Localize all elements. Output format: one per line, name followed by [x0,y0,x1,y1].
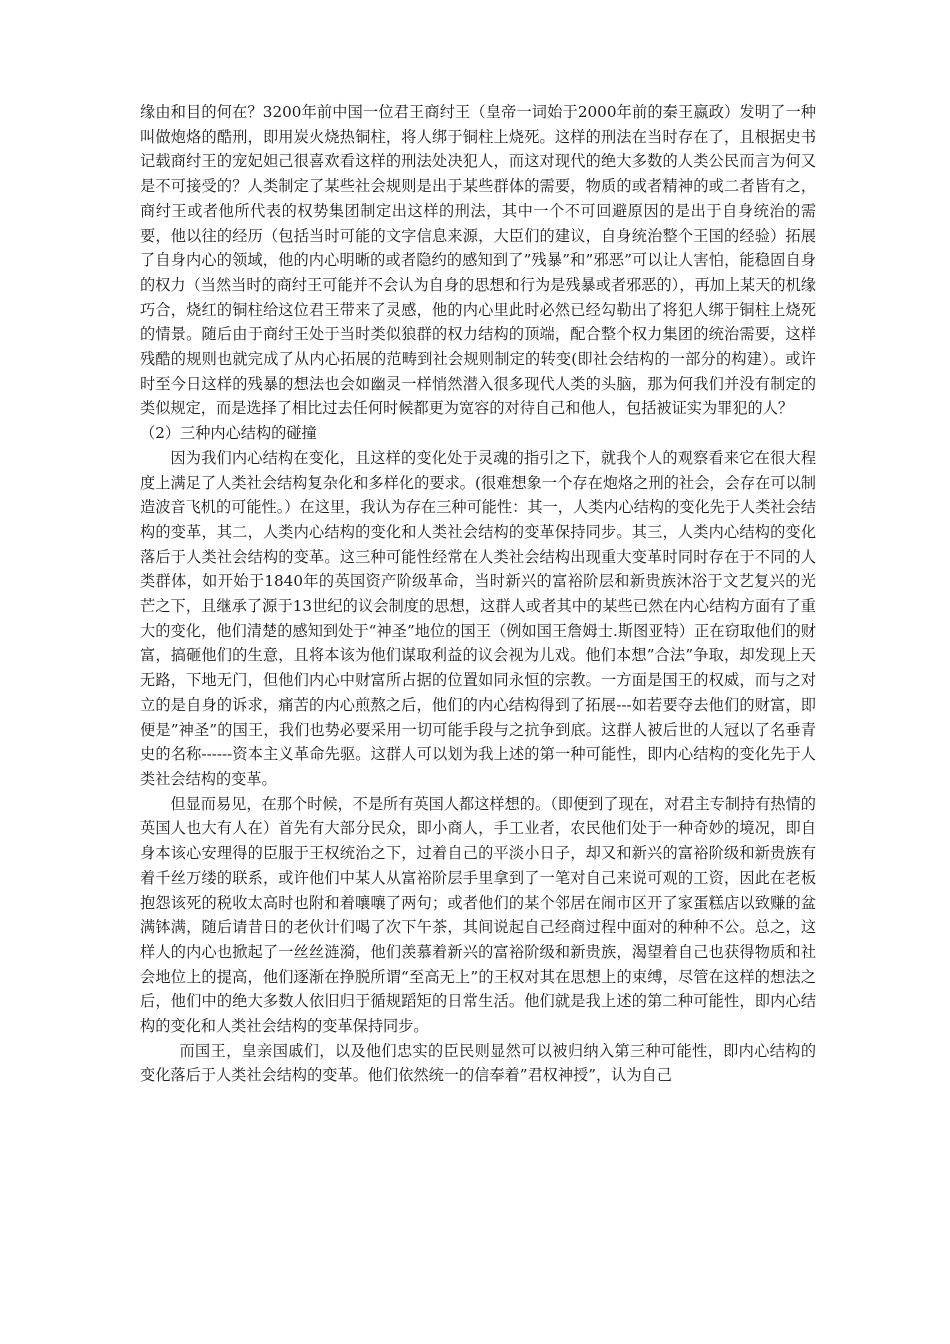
paragraph-zhou-king: 缘由和目的何在？3200年前中国一位君王商纣王（皇帝一词始于2000年前的秦王嬴政）发明了一种叫做炮烙的酷刑，即用炭火烧热铜柱，将人绑于铜柱上烧死。这样的刑法在当时存在了，且根据史书记载商纣王的宠妃妲己很喜欢看这样的刑法处决犯人，而这对现代的绝大多数的人类公民而言为何又是不可接受的？人类制定了某些社会规则是出于某些群体的需要，物质的或者精神的或二者皆有之，商纣王或者他所代表的权势集团制定出这样的刑法，其中一个不可回避原因的是出于自身统治的需要，他以往的经历（包括当时可能的文字信息来源，大臣们的建议，自身统治整个王国的经验）拓展了自身内心的领域，他的内心明晰的或者隐约的感知到了”残暴”和”邪恶”可以让人害怕，能稳固自身的权力（当然当时的商纣王可能并不会认为自身的思想和行为是残暴或者邪恶的），再加上某天的机缘巧合，烧红的铜柱给这位君王带来了灵感，他的内心里此时必然已经勾勒出了将犯人绑于铜柱上烧死的情景。随后由于商纣王处于当时类似狼群的权力结构的顶端，配合整个权力集团的统治需要，这样残酷的规则也就完成了从内心拓展的范畴到社会规则制定的转变(即社会结构的一部分的构建）。或许时至今日这样的残暴的想法也会如幽灵一样悄然潜入很多现代人类的头脑，那为何我们并没有制定的类似规定，而是选择了相比过去任何时候都更为宽容的对待自己和他人，包括被证实为罪犯的人？ [140,103,816,418]
section-heading: （2）三种内心结构的碰撞 [140,424,317,443]
paragraph-king-and-nobles: 而国王，皇亲国戚们，以及他们忠实的臣民则显然可以被归纳入第三种可能性，即内心结构的变化落后于人类社会结构的变革。他们依然统一的信奉着”君权神授”，认为自己 [140,1041,816,1085]
paragraph-three-possibilities: 因为我们内心结构在变化，且这样的变化处于灵魂的指引之下，就我个人的观察看来它在很大程度上满足了人类社会结构复杂化和多样化的要求。(很难想象一个存在炮烙之刑的社会，会存在可以制造波音飞机的可能性。）在这里，我认为存在三种可能性：其一，人类内心结构的变化先于人类社会结构的变革，其二，人类内心结构的变化和人类社会结构的变革保持同步。其三，人类内心结构的变化落后于人类社会结构的变革。这三种可能性经常在人类社会结构出现重大变革时同时存在于不同的人类群体，如开始于1840年的英国资产阶级革命，当时新兴的富裕阶层和新贵族沐浴于文艺复兴的光芒之下，且继承了源于13世纪的议会制度的思想，这群人或者其中的某些已然在内心结构方面有了重大的变化，他们清楚的感知到处于“神圣”地位的国王（例如国王詹姆士.斯图亚特）正在窃取他们的财富，搞砸他们的生意，且将本该为他们谋取利益的议会视为儿戏。他们本想”合法”争取，却发现上天无路，下地无门，但他们内心中财富所占据的位置如同永恒的宗教。一方面是国王的权威，而与之对立的是自身的诉求，痛苦的内心煎熬之后，他们的内心结构得到了拓展---如若要夺去他们的财富，即便是”神圣”的国王，我们也势必要采用一切可能手段与之抗争到底。这群人被后世的人冠以了名垂青史的名称------资本主义革命先驱。这群人可以划为我上述的第一种可能性，即内心结构的变化先于人类社会结构的变革。 [140,448,816,788]
paragraph-ordinary-people: 但显而易见，在那个时候，不是所有英国人都这样想的。（即便到了现在，对君主专制持有热情的英国人也大有人在）首先有大部分民众，即小商人，手工业者，农民他们处于一种奇妙的境况，即自身本该心安理得的臣服于王权统治之下，过着自己的平淡小日子，却又和新兴的富裕阶级和新贵族有着千丝万缕的联系，或许他们中某人从富裕阶层手里拿到了一笔对自己来说可观的工资，因此在老板抱怨该死的税收太高时也附和着嚷嚷了两句；或者他们的某个邻居在闹市区开了家蛋糕店以致赚的盆满钵满，随后请昔日的老伙计们喝了次下午茶，其间说起自己经商过程中面对的种种不公。总之，这样人的内心也掀起了一丝丝涟漪，他们羡慕着新兴的富裕阶级和新贵族，渴望着自己也获得物质和社会地位上的提高，他们逐渐在挣脱所谓“至高无上”的王权对其在思想上的束缚，尽管在这样的想法之后，他们中的绝大多数人依旧归于循规蹈矩的日常生活。他们就是我上述的第二种可能性，即内心结构的变化和人类社会结构的变革保持同步。 [140,794,816,1036]
document-body [140,100,816,1088]
